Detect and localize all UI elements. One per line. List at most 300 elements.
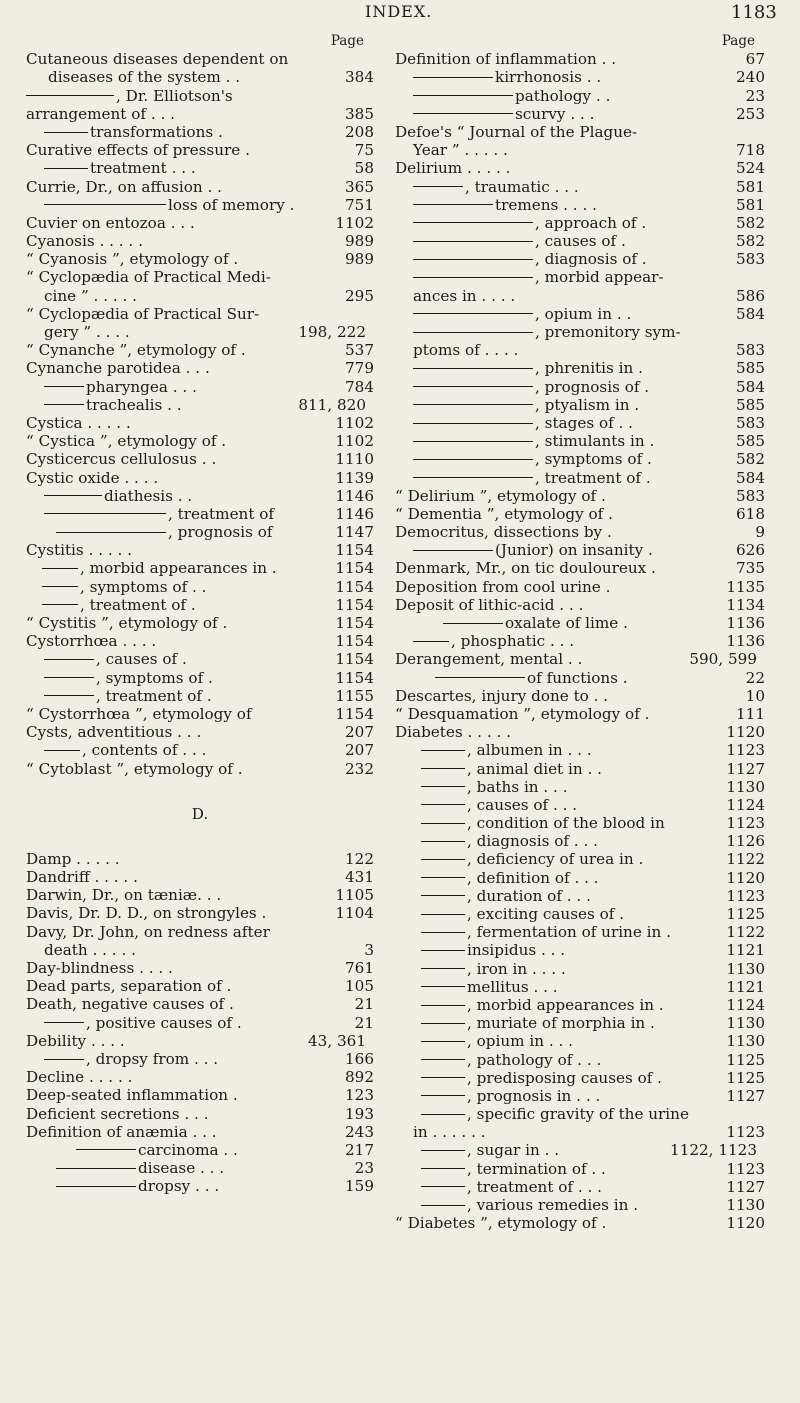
page-ref: 1154: [335, 668, 374, 687]
index-entry: [395, 214, 765, 232]
entry-label: Curative effects of pressure .: [26, 141, 250, 160]
index-entry: [395, 614, 765, 632]
index-entry: [26, 378, 374, 396]
ditto-rule: [421, 1168, 465, 1169]
index-entry: [26, 1159, 374, 1177]
index-entry: [26, 632, 374, 650]
index-entry: [395, 469, 765, 487]
ditto-rule: [421, 823, 465, 824]
entry-text: [44, 487, 192, 505]
entry-text: [44, 505, 274, 523]
entry-label: Deposition from cool urine .: [395, 577, 611, 596]
index-entry: [26, 469, 374, 487]
index-entry: [26, 50, 374, 68]
entry-label: , termination of . .: [467, 1159, 606, 1178]
entry-label: tremens . . . .: [495, 195, 597, 214]
page-ref: 585: [736, 359, 765, 378]
index-entry: [26, 178, 374, 196]
page-ref: 67: [745, 50, 765, 69]
page-ref: 1130: [726, 959, 765, 978]
index-entry: [395, 1051, 765, 1069]
entry-text: [44, 396, 182, 414]
entry-text: [26, 469, 158, 487]
index-entry: [395, 650, 765, 668]
page-ref: 217: [345, 1140, 374, 1159]
page-ref: 105: [345, 977, 374, 996]
entry-label: Deep-seated inflammation .: [26, 1086, 238, 1105]
index-entry: [395, 68, 765, 86]
index-entry: [395, 341, 765, 359]
entry-label: Debility . . . .: [26, 1031, 125, 1050]
entry-text: [26, 50, 288, 68]
entry-text: [26, 541, 132, 559]
page-ref: 1155: [335, 686, 374, 705]
page-ref: 232: [345, 759, 374, 778]
entry-label: , Dr. Elliotson's: [116, 86, 233, 105]
entry-label: Cuvier on entozoa . . .: [26, 213, 195, 232]
entry-label: loss of memory .: [168, 195, 295, 214]
index-entry: [26, 1032, 374, 1050]
entry-label: , premonitory sym-: [535, 323, 681, 341]
ditto-rule: [435, 677, 525, 678]
page-ref: 1124: [726, 795, 765, 814]
ditto-rule: [421, 841, 465, 842]
entry-label: Deficient secretions . . .: [26, 1104, 209, 1123]
ditto-rule: [44, 495, 102, 496]
index-entry: [395, 305, 765, 323]
index-entry: [395, 705, 765, 723]
entry-text: [395, 159, 510, 177]
ditto-rule: [44, 677, 94, 678]
page-ref: 1123: [726, 1159, 765, 1178]
ditto-rule: [42, 586, 78, 587]
page-ref: 1123: [726, 741, 765, 760]
entry-text: [421, 760, 602, 778]
index-entry: [395, 105, 765, 123]
index-entry: [395, 50, 765, 68]
entry-label: Deposit of lithic-acid . . .: [395, 595, 584, 614]
entry-text: [395, 723, 511, 741]
entry-text: [26, 178, 222, 196]
index-entry: [395, 723, 765, 741]
ditto-rule: [56, 1168, 136, 1169]
ditto-rule: [413, 641, 449, 642]
entry-label: , diagnosis of . . .: [467, 832, 598, 851]
entry-text: [395, 1214, 606, 1232]
entry-text: [26, 1032, 125, 1050]
entry-text: [26, 141, 250, 159]
index-entry: [395, 760, 765, 778]
ditto-rule: [421, 1005, 465, 1006]
entry-text: [26, 1086, 238, 1104]
entry-text: [26, 977, 231, 995]
entry-text: [443, 614, 628, 632]
entry-label: , specific gravity of the urine: [467, 1105, 689, 1124]
entry-label: , definition of . . .: [467, 868, 599, 887]
ditto-rule: [44, 659, 94, 660]
ditto-rule: [413, 368, 533, 369]
index-entry: [395, 1105, 765, 1123]
page-ref: 584: [736, 377, 765, 396]
page-ref: 618: [736, 504, 765, 523]
index-column-right: [395, 32, 765, 1232]
entry-label: “ Cynanche ”, etymology of .: [26, 341, 246, 360]
index-entry: [395, 632, 765, 650]
entry-label: Cystitis . . . . .: [26, 541, 132, 560]
entry-text: [26, 414, 131, 432]
entry-label: , causes of .: [96, 650, 187, 669]
page-ref: 989: [345, 232, 374, 251]
index-entry: [26, 196, 374, 214]
entry-label: mellitus . . .: [467, 977, 558, 996]
ditto-rule: [421, 950, 465, 951]
page-ref: 1123: [726, 814, 765, 833]
entry-text: [395, 487, 606, 505]
index-entry: [395, 505, 765, 523]
entry-label: carcinoma . .: [138, 1140, 238, 1159]
page-ref: 1136: [726, 614, 765, 632]
page-ref: 3: [364, 940, 374, 959]
page-ref: 122: [345, 849, 374, 868]
entry-text: [421, 1032, 573, 1050]
index-entry: [395, 541, 765, 559]
index-entry: [26, 959, 374, 977]
ditto-rule: [42, 568, 78, 569]
entry-label: diathesis . .: [104, 486, 193, 505]
page-ref: 1121: [726, 941, 765, 960]
entry-label: “ Cyanosis ”, etymology of .: [26, 250, 239, 269]
entry-label: pharyngea . . .: [86, 377, 197, 396]
entry-text: [26, 105, 175, 123]
index-entry: [26, 614, 374, 632]
ditto-rule: [413, 477, 533, 478]
ditto-rule: [413, 186, 463, 187]
entry-label: Cystorrhœa . . . .: [26, 632, 157, 651]
page-ref: 1154: [335, 595, 374, 614]
index-entry: [395, 1087, 765, 1105]
page-ref: 1121: [726, 977, 765, 996]
ditto-rule: [413, 459, 533, 460]
page-ref: 1154: [335, 559, 374, 578]
entry-text: [413, 323, 681, 341]
entry-text: [421, 778, 568, 796]
page-column-heading: Page: [721, 33, 755, 49]
ditto-rule: [421, 877, 465, 878]
entry-text: [26, 359, 210, 377]
ditto-rule: [421, 786, 465, 787]
entry-label: , opium in . .: [535, 304, 632, 323]
ditto-rule: [421, 1150, 465, 1151]
entry-text: [421, 1014, 655, 1032]
ditto-rule: [421, 914, 465, 915]
entry-text: [421, 1196, 638, 1214]
page-ref: 1102: [335, 432, 374, 451]
entry-label: Darwin, Dr., on tæniæ. . .: [26, 886, 222, 905]
index-entry: [26, 596, 374, 614]
entry-text: [26, 341, 246, 359]
entry-label: “ Cystica ”, etymology of .: [26, 432, 227, 451]
entry-label: Delirium . . . . .: [395, 159, 511, 178]
entry-text: [26, 995, 234, 1013]
entry-label: , prognosis of .: [535, 377, 650, 396]
entry-text: [421, 1178, 602, 1196]
entry-label: transformations .: [90, 122, 223, 141]
entry-label: Diabetes . . . . .: [395, 723, 511, 742]
entry-label: trachealis . .: [86, 395, 182, 414]
index-entry: [26, 760, 374, 778]
ditto-rule: [421, 932, 465, 933]
ditto-rule: [76, 1149, 136, 1150]
entry-label: ances in . . . .: [413, 286, 516, 305]
index-entry: [26, 341, 374, 359]
ditto-rule: [44, 750, 80, 751]
page-ref: 431: [345, 868, 374, 887]
index-entry: [395, 178, 765, 196]
index-entry: [26, 1050, 374, 1068]
entry-label: disease . . .: [138, 1159, 225, 1178]
ditto-rule: [56, 1186, 136, 1187]
entry-label: Cynanche parotidea . . .: [26, 359, 210, 378]
entry-text: [44, 287, 137, 305]
entry-label: , causes of .: [535, 232, 626, 251]
entry-text: [421, 832, 598, 850]
page-ref: 1154: [335, 650, 374, 669]
ditto-rule: [44, 404, 84, 405]
entry-text: [44, 123, 223, 141]
page-ref: 989: [345, 250, 374, 269]
ditto-rule: [44, 1059, 84, 1060]
entry-text: [421, 1051, 601, 1069]
entry-label: , symptoms of .: [535, 450, 652, 469]
page-ref: 243: [345, 1122, 374, 1141]
index-entry: [395, 1069, 765, 1087]
entry-label: , sugar in . .: [467, 1141, 560, 1160]
entry-label: (Junior) on insanity .: [495, 541, 653, 560]
entry-label: , animal diet in . .: [467, 759, 602, 778]
entry-text: [421, 850, 643, 868]
index-entry: [26, 578, 374, 596]
index-entry: [26, 505, 374, 523]
index-entry: [26, 250, 374, 268]
entry-label: , albumen in . . .: [467, 741, 592, 760]
entry-text: [44, 1014, 242, 1032]
entry-text: [413, 105, 594, 123]
index-entry: [395, 396, 765, 414]
page-ref: 583: [736, 250, 765, 269]
entry-text: [44, 159, 196, 177]
ditto-rule: [421, 1023, 465, 1024]
index-entry: [395, 1160, 765, 1178]
ditto-rule: [421, 1186, 465, 1187]
page-ref: 583: [736, 341, 765, 360]
entry-text: [413, 632, 574, 650]
page-ref: 159: [345, 1177, 374, 1196]
entry-text: [421, 1069, 662, 1087]
entry-text: [421, 1087, 600, 1105]
spacer: [26, 787, 374, 796]
index-entry: [395, 687, 765, 705]
entry-text: [413, 341, 518, 359]
index-entry: [395, 887, 765, 905]
entry-label: Currie, Dr., on affusion . .: [26, 177, 222, 196]
entry-text: [26, 305, 259, 323]
page-ref: 581: [736, 177, 765, 196]
entry-label: , diagnosis of .: [535, 250, 647, 269]
ditto-rule: [413, 386, 533, 387]
entry-text: [395, 123, 637, 141]
page-ref: 581: [736, 195, 765, 214]
entry-text: [395, 523, 612, 541]
entry-label: , symptoms of .: [96, 668, 213, 687]
page-ref: 1127: [726, 1086, 765, 1105]
page-ref: 22: [745, 668, 765, 687]
ditto-rule: [421, 895, 465, 896]
entry-label: , exciting causes of .: [467, 905, 625, 923]
page-ref: 892: [345, 1068, 374, 1087]
page-ref: 1125: [726, 1050, 765, 1069]
index-entry: [395, 414, 765, 432]
page-number: 1183: [731, 2, 777, 23]
entry-text: [421, 1141, 559, 1159]
entry-label: , predisposing causes of .: [467, 1068, 663, 1087]
entry-text: [395, 687, 608, 705]
entry-label: treatment . . .: [90, 159, 196, 178]
index-entry: [395, 1196, 765, 1214]
entry-label: , stages of . .: [535, 413, 634, 432]
entry-label: , treatment of: [168, 504, 275, 523]
entry-text: [26, 87, 233, 105]
spacer: [26, 841, 374, 850]
index-entry: [26, 1105, 374, 1123]
entry-label: Denmark, Mr., on tic douloureux .: [395, 559, 656, 578]
page-ref: 1127: [726, 759, 765, 778]
index-entry: [26, 559, 374, 577]
index-entry: [395, 578, 765, 596]
page-ref: 1123: [726, 1123, 765, 1142]
ditto-rule: [42, 604, 78, 605]
page-ref: 365: [345, 177, 374, 196]
page-ref: 1120: [726, 868, 765, 887]
entry-label: “ Cystorrhœa ”, etymology of: [26, 704, 252, 723]
index-entry: [26, 977, 374, 995]
page-ref: 58: [354, 159, 374, 178]
index-entry: [26, 359, 374, 377]
index-entry: [26, 941, 374, 959]
ditto-rule: [421, 986, 465, 987]
page-header: [0, 0, 800, 32]
entry-text: [42, 559, 277, 577]
page-ref: 385: [345, 104, 374, 123]
ditto-rule: [44, 204, 166, 205]
entry-text: [26, 705, 252, 723]
page-ref: 626: [736, 541, 765, 560]
page-ref: 75: [354, 141, 374, 160]
index-entry: [395, 741, 765, 759]
page-ref: 1146: [335, 504, 374, 523]
ditto-rule: [413, 441, 533, 442]
entry-label: “ Cytoblast ”, etymology of .: [26, 759, 243, 778]
entry-text: [413, 414, 633, 432]
entry-label: , prognosis in . . .: [467, 1086, 601, 1105]
page-ref: 21: [354, 1013, 374, 1032]
entry-text: [413, 1123, 486, 1141]
entry-text: [421, 905, 624, 923]
entry-label: Defoe's “ Journal of the Plague-: [395, 122, 638, 141]
page-ref: 123: [345, 1086, 374, 1105]
page-ref: 1126: [726, 832, 765, 851]
page-ref: 295: [345, 286, 374, 305]
entry-label: “ Cyclopædia of Practical Medi-: [26, 268, 271, 287]
entry-text: [413, 305, 631, 323]
ditto-rule: [421, 968, 465, 969]
ditto-rule: [413, 95, 513, 96]
entry-label: kirrhonosis . .: [495, 68, 602, 87]
page-ref: 1130: [726, 1014, 765, 1033]
entry-label: , dropsy from . . .: [86, 1049, 219, 1068]
page-ref: 1154: [335, 632, 374, 651]
index-entry: [26, 287, 374, 305]
entry-label: Cyanosis . . . . .: [26, 232, 143, 251]
index-entry: [26, 68, 374, 86]
page-ref: 582: [736, 450, 765, 469]
entry-text: [42, 578, 207, 596]
entry-label: , pathology of . . .: [467, 1050, 602, 1069]
entry-text: [413, 68, 601, 86]
entry-label: , treatment of .: [80, 595, 196, 614]
page-ref: 207: [345, 723, 374, 742]
entry-label: Cystic oxide . . . .: [26, 468, 159, 487]
index-entry: [26, 523, 374, 541]
entry-label: death . . . . .: [44, 940, 136, 959]
entry-label: Descartes, injury done to . .: [395, 686, 609, 705]
entry-text: [26, 723, 201, 741]
index-entry: [395, 523, 765, 541]
ditto-rule: [421, 859, 465, 860]
page-ref: 1105: [335, 886, 374, 905]
index-entry: [26, 487, 374, 505]
page-ref: 585: [736, 432, 765, 451]
entry-text: [56, 1159, 224, 1177]
index-entry: [395, 559, 765, 577]
entry-label: “ Diabetes ”, etymology of .: [395, 1214, 607, 1233]
entry-label: scurvy . . .: [515, 104, 595, 123]
entry-text: [395, 705, 649, 723]
page-ref: 1154: [335, 541, 374, 560]
index-entry: [395, 323, 765, 341]
page-ref: 166: [345, 1049, 374, 1068]
ditto-rule: [421, 1205, 465, 1206]
page-ref: 1136: [726, 632, 765, 651]
index-entry: [395, 869, 765, 887]
entry-text: [395, 596, 583, 614]
entry-label: Year ” . . . . .: [413, 141, 508, 160]
page-ref: 1154: [335, 614, 374, 632]
page-ref: 240: [736, 68, 765, 87]
index-entry: [26, 159, 374, 177]
entry-text: [56, 523, 272, 541]
page-ref: 584: [736, 304, 765, 323]
entry-text: [413, 541, 653, 559]
index-entry: [395, 432, 765, 450]
entry-label: in . . . . . .: [413, 1123, 486, 1142]
entry-label: “ Delirium ”, etymology of .: [395, 486, 606, 505]
index-entry: [26, 669, 374, 687]
entry-label: , prognosis of: [168, 523, 273, 542]
entry-text: [413, 232, 626, 250]
entry-text: [26, 214, 195, 232]
entry-text: [421, 796, 577, 814]
ditto-rule: [44, 132, 88, 133]
